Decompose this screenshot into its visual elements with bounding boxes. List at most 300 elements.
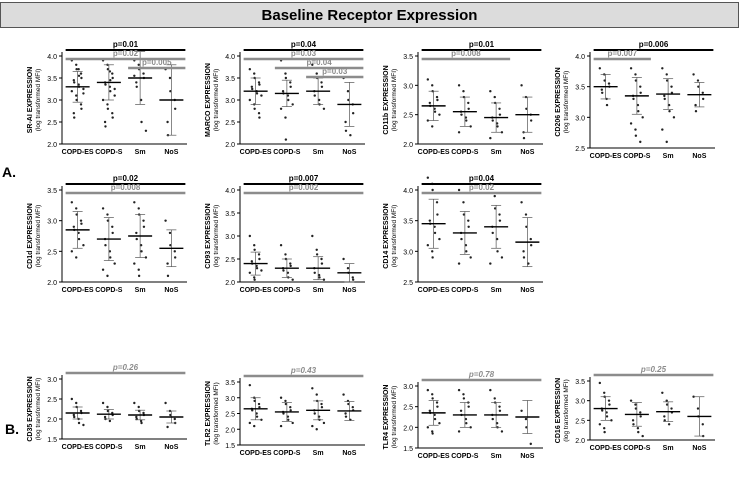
data-point xyxy=(634,403,636,405)
x-tick-label: COPD-S xyxy=(623,153,651,160)
data-point xyxy=(138,207,140,209)
data-point xyxy=(458,262,460,264)
panel-label-a: A. xyxy=(2,164,16,180)
data-point xyxy=(438,422,440,424)
data-point xyxy=(73,116,75,118)
data-point xyxy=(73,81,75,83)
x-tick-label: Sm xyxy=(662,153,674,160)
data-point xyxy=(291,279,293,281)
y-tick-label: 2.5 xyxy=(403,280,413,287)
data-point xyxy=(492,119,494,121)
data-point xyxy=(663,415,665,417)
y-tick-label: 4.0 xyxy=(575,54,585,61)
data-point xyxy=(106,406,108,408)
data-point xyxy=(104,416,106,418)
data-point xyxy=(258,112,260,114)
y-axis-title: CD11b EXPRESSION xyxy=(383,65,390,135)
y-tick-label: 1.5 xyxy=(403,446,413,453)
data-point xyxy=(525,418,527,420)
data-point xyxy=(111,232,113,234)
data-point xyxy=(320,81,322,83)
x-tick-label: COPD-ES xyxy=(239,287,272,294)
data-point xyxy=(695,110,697,112)
y-tick-label: 3.0 xyxy=(47,98,57,105)
p-value-label: p=0.01 xyxy=(468,40,495,49)
data-point xyxy=(323,422,325,424)
data-point xyxy=(140,422,142,424)
data-point xyxy=(462,393,464,395)
data-point xyxy=(138,275,140,277)
x-tick-label: COPD-S xyxy=(273,450,301,457)
y-tick-label: 2.0 xyxy=(47,417,57,424)
chart-1 xyxy=(27,40,187,156)
data-point xyxy=(258,83,260,85)
x-tick-label: COPD-ES xyxy=(61,149,94,156)
x-tick-label: COPD-ES xyxy=(61,287,94,294)
y-axis-subtitle: (log transformed MFI) xyxy=(35,377,42,441)
data-point xyxy=(520,84,522,86)
y-tick-label: 2.5 xyxy=(47,249,57,257)
data-point xyxy=(109,256,111,258)
p-value-label: p=0.02 xyxy=(468,183,495,192)
y-axis-title: CD16 EXPRESSION xyxy=(555,377,562,444)
data-point xyxy=(603,431,605,433)
data-point xyxy=(102,269,104,271)
data-point xyxy=(436,96,438,98)
y-tick-label: 3.0 xyxy=(47,377,57,384)
data-point xyxy=(429,219,431,221)
data-point xyxy=(460,238,462,240)
data-point xyxy=(111,112,113,114)
data-point xyxy=(282,90,284,92)
data-point xyxy=(174,256,176,258)
data-point xyxy=(80,103,82,105)
data-point xyxy=(249,272,251,274)
data-point xyxy=(102,207,104,209)
data-point xyxy=(174,250,176,252)
data-point xyxy=(694,104,696,106)
y-tick-label: 4.0 xyxy=(403,188,413,195)
data-point xyxy=(641,116,643,118)
data-point xyxy=(140,121,142,123)
data-point xyxy=(311,235,313,237)
x-tick-label: COPD-ES xyxy=(417,453,450,460)
data-point xyxy=(530,238,532,240)
data-point xyxy=(289,409,291,411)
data-point xyxy=(323,108,325,110)
data-point xyxy=(320,258,322,260)
data-point xyxy=(634,128,636,130)
y-axis-subtitle: (log transformed MFI) xyxy=(391,204,398,268)
chart-9 xyxy=(205,366,365,457)
data-point xyxy=(314,412,316,414)
data-point xyxy=(431,393,433,395)
y-axis-title: CD14 EXPRESSION xyxy=(383,203,390,269)
y-axis-subtitle: (log transformed MFI) xyxy=(391,68,398,132)
data-point xyxy=(498,108,500,110)
data-point xyxy=(427,244,429,246)
x-tick-label: NoS xyxy=(520,453,535,460)
data-point xyxy=(287,419,289,421)
data-point xyxy=(111,116,113,118)
data-point xyxy=(436,213,438,215)
data-point xyxy=(256,415,258,417)
data-point xyxy=(104,125,106,127)
data-point xyxy=(467,405,469,407)
data-point xyxy=(138,64,140,66)
y-axis-title: CD35 EXPRESSION xyxy=(27,376,34,442)
data-point xyxy=(494,96,496,98)
data-point xyxy=(530,443,532,445)
data-point xyxy=(637,110,639,112)
data-point xyxy=(140,250,142,252)
data-point xyxy=(431,84,433,86)
p-value-label: p=0.03 xyxy=(322,67,348,76)
data-point xyxy=(80,410,82,412)
data-point xyxy=(82,88,84,90)
data-point xyxy=(639,415,641,417)
data-point xyxy=(522,250,524,252)
data-point xyxy=(639,411,641,413)
x-tick-label: COPD-S xyxy=(623,445,651,452)
data-point xyxy=(436,201,438,203)
y-tick-label: 3.0 xyxy=(575,398,585,406)
data-point xyxy=(113,88,115,90)
data-point xyxy=(249,235,251,237)
x-tick-label: COPD-ES xyxy=(589,445,622,452)
x-tick-label: COPD-S xyxy=(273,287,301,294)
data-point xyxy=(249,68,251,70)
y-tick-label: 3.5 xyxy=(47,76,57,83)
data-point xyxy=(492,232,494,234)
data-point xyxy=(321,86,323,88)
data-point xyxy=(253,249,255,251)
y-tick-label: 2.5 xyxy=(225,257,235,264)
data-point xyxy=(639,141,641,143)
y-axis-subtitle: (log transformed MFI) xyxy=(213,204,220,268)
data-point xyxy=(606,104,608,106)
data-point xyxy=(80,77,82,79)
p-value-label: p=0.02 xyxy=(112,174,139,183)
p-value-label: p=0.04 xyxy=(290,40,317,49)
chart-3 xyxy=(383,40,543,156)
data-point xyxy=(668,423,670,425)
data-point xyxy=(169,77,171,79)
y-tick-label: 3.0 xyxy=(403,384,413,391)
figure-title: Baseline Receptor Expression xyxy=(0,2,739,28)
y-tick-label: 3.0 xyxy=(403,83,413,91)
y-axis-subtitle: (log transformed MFI) xyxy=(35,68,42,132)
data-point xyxy=(291,422,293,424)
data-point xyxy=(599,67,601,69)
data-point xyxy=(136,86,138,88)
data-point xyxy=(530,244,532,246)
y-tick-label: 2.0 xyxy=(403,425,413,433)
y-axis-subtitle: (log transformed MFI) xyxy=(563,379,570,442)
data-point xyxy=(429,410,431,412)
data-point xyxy=(492,418,494,420)
data-point xyxy=(316,393,318,395)
data-point xyxy=(109,420,111,422)
y-tick-label: 3.0 xyxy=(47,218,57,226)
p-value-label: p=0.008 xyxy=(451,49,481,58)
data-point xyxy=(138,406,140,408)
data-point xyxy=(352,112,354,114)
data-point xyxy=(75,402,77,404)
data-point xyxy=(253,244,255,246)
y-axis-title: MARCO EXPRESSION xyxy=(205,63,212,137)
data-point xyxy=(599,423,601,425)
data-point xyxy=(166,426,168,428)
data-point xyxy=(138,269,140,271)
data-point xyxy=(78,75,80,77)
data-point xyxy=(316,72,318,74)
data-point xyxy=(133,75,135,77)
data-point xyxy=(113,262,115,264)
data-point xyxy=(320,403,322,405)
data-point xyxy=(498,405,500,407)
panel-label-b: B. xyxy=(5,421,19,437)
data-point xyxy=(692,73,694,75)
data-point xyxy=(434,418,436,420)
data-point xyxy=(352,276,354,278)
x-tick-label: COPD-S xyxy=(451,453,479,460)
data-point xyxy=(258,258,260,260)
y-axis-title: CD93 EXPRESSION xyxy=(205,203,212,269)
y-tick-label: 3.0 xyxy=(225,395,235,403)
p-value-label: p=0.26 xyxy=(112,363,139,372)
y-tick-label: 1.5 xyxy=(225,443,235,450)
data-point xyxy=(458,389,460,391)
data-point xyxy=(606,415,608,417)
x-tick-label: Sm xyxy=(134,287,146,294)
data-point xyxy=(431,432,433,434)
data-point xyxy=(637,427,639,429)
data-point xyxy=(668,110,670,112)
data-point xyxy=(431,397,433,399)
y-tick-label: 2.5 xyxy=(575,418,585,426)
y-tick-label: 4.0 xyxy=(225,54,235,61)
y-tick-label: 4.0 xyxy=(225,188,235,195)
data-point xyxy=(603,392,605,394)
data-point xyxy=(630,122,632,124)
data-point xyxy=(106,213,108,215)
data-point xyxy=(344,121,346,123)
data-point xyxy=(352,406,354,408)
data-point xyxy=(133,262,135,264)
data-point xyxy=(311,425,313,427)
data-point xyxy=(280,425,282,427)
data-point xyxy=(349,134,351,136)
data-point xyxy=(71,90,73,92)
data-point xyxy=(249,99,251,101)
data-point xyxy=(104,121,106,123)
y-tick-label: 2.5 xyxy=(47,120,57,127)
p-value-label: p=0.006 xyxy=(638,40,669,49)
p-value-label: p=0.008 xyxy=(110,183,141,192)
data-point xyxy=(436,99,438,101)
chart-2 xyxy=(205,40,365,156)
y-tick-label: 3.5 xyxy=(575,84,585,92)
x-tick-label: COPD-ES xyxy=(239,450,272,457)
y-tick-label: 2.5 xyxy=(575,146,585,153)
data-point xyxy=(520,410,522,412)
data-point xyxy=(75,207,77,209)
data-point xyxy=(427,426,429,428)
data-point xyxy=(601,92,603,94)
data-point xyxy=(166,121,168,123)
data-point xyxy=(347,267,349,269)
data-point xyxy=(637,431,639,433)
data-point xyxy=(166,262,168,264)
data-point xyxy=(460,113,462,115)
data-point xyxy=(347,90,349,92)
data-point xyxy=(469,256,471,258)
data-point xyxy=(253,108,255,110)
data-point xyxy=(71,201,73,203)
data-point xyxy=(431,189,433,191)
data-point xyxy=(344,412,346,414)
data-point xyxy=(431,430,433,432)
y-tick-label: 2.5 xyxy=(403,404,413,412)
data-point xyxy=(697,79,699,81)
x-tick-label: COPD-S xyxy=(95,149,123,156)
x-tick-label: NoS xyxy=(520,287,535,294)
p-value-label: p=0.43 xyxy=(290,366,317,375)
y-axis-title: TLR4 EXPRESSION xyxy=(383,384,390,450)
data-point xyxy=(314,272,316,274)
x-tick-label: Sm xyxy=(662,445,674,452)
x-tick-label: NoS xyxy=(164,149,179,156)
y-tick-label: 2.5 xyxy=(225,411,235,419)
data-point xyxy=(282,412,284,414)
p-value-label: p=0.007 xyxy=(288,174,319,183)
data-point xyxy=(164,219,166,221)
data-point xyxy=(75,94,77,96)
x-tick-label: Sm xyxy=(134,444,146,451)
x-tick-label: NoS xyxy=(692,445,707,452)
data-point xyxy=(289,406,291,408)
x-tick-label: NoS xyxy=(342,450,357,457)
data-point xyxy=(489,90,491,92)
y-tick-label: 2.5 xyxy=(225,120,235,127)
data-point xyxy=(702,92,704,94)
data-point xyxy=(253,72,255,74)
data-point xyxy=(697,407,699,409)
data-point xyxy=(673,116,675,118)
data-point xyxy=(630,399,632,401)
y-tick-label: 2.0 xyxy=(225,142,235,149)
data-point xyxy=(107,108,109,110)
y-tick-label: 2.0 xyxy=(403,142,413,149)
data-point xyxy=(133,201,135,203)
p-value-label: p=0.007 xyxy=(607,49,638,58)
x-tick-label: COPD-S xyxy=(273,149,301,156)
data-point xyxy=(111,226,113,228)
data-point xyxy=(465,250,467,252)
y-tick-label: 1.5 xyxy=(47,437,57,444)
data-point xyxy=(599,382,601,384)
data-point xyxy=(499,113,501,115)
data-point xyxy=(80,223,82,225)
y-tick-label: 2.0 xyxy=(575,438,585,445)
y-tick-label: 2.0 xyxy=(47,280,57,287)
data-point xyxy=(321,262,323,264)
data-point xyxy=(467,219,469,221)
data-point xyxy=(438,238,440,240)
x-tick-label: COPD-ES xyxy=(417,287,450,294)
data-point xyxy=(523,137,525,139)
data-point xyxy=(462,201,464,203)
data-point xyxy=(345,415,347,417)
y-axis-title: CD1d EXPRESSION xyxy=(27,203,34,269)
data-point xyxy=(142,72,144,74)
data-point xyxy=(467,226,469,228)
data-point xyxy=(253,279,255,281)
data-point xyxy=(702,98,704,100)
chart-4 xyxy=(555,40,715,160)
data-point xyxy=(639,92,641,94)
y-tick-label: 3.0 xyxy=(403,249,413,257)
p-value-label: p=0.25 xyxy=(640,365,667,374)
data-point xyxy=(82,244,84,246)
data-point xyxy=(635,135,637,137)
data-point xyxy=(73,79,75,81)
y-axis-title: CD206 EXPRESSION xyxy=(555,67,562,137)
p-value-label: p=0.78 xyxy=(468,370,495,379)
data-point xyxy=(251,409,253,411)
data-point xyxy=(106,103,108,105)
data-point xyxy=(280,397,282,399)
data-point xyxy=(639,85,641,87)
data-point xyxy=(434,111,436,113)
data-point xyxy=(608,82,610,84)
data-point xyxy=(316,253,318,255)
data-point xyxy=(111,72,113,74)
data-point xyxy=(431,256,433,258)
y-tick-label: 3.0 xyxy=(575,115,585,123)
data-point xyxy=(670,85,672,87)
data-point xyxy=(109,90,111,92)
data-point xyxy=(289,86,291,88)
data-point xyxy=(601,409,603,411)
data-point xyxy=(321,406,323,408)
data-point xyxy=(314,94,316,96)
data-point xyxy=(80,219,82,221)
data-point xyxy=(140,420,142,422)
x-tick-label: Sm xyxy=(312,149,324,156)
data-point xyxy=(458,189,460,191)
data-point xyxy=(345,130,347,132)
x-tick-label: NoS xyxy=(342,149,357,156)
data-point xyxy=(641,435,643,437)
data-point xyxy=(601,89,603,91)
data-point xyxy=(80,108,82,110)
data-point xyxy=(251,260,253,262)
data-point xyxy=(458,131,460,133)
x-tick-label: COPD-S xyxy=(95,444,123,451)
y-tick-label: 3.5 xyxy=(575,379,585,386)
data-point xyxy=(431,250,433,252)
data-point xyxy=(104,83,106,85)
data-point xyxy=(465,119,467,121)
chart-6 xyxy=(205,174,365,294)
chart-10 xyxy=(383,370,543,460)
data-point xyxy=(77,68,79,70)
data-point xyxy=(289,81,291,83)
data-point xyxy=(174,108,176,110)
data-point xyxy=(256,267,258,269)
